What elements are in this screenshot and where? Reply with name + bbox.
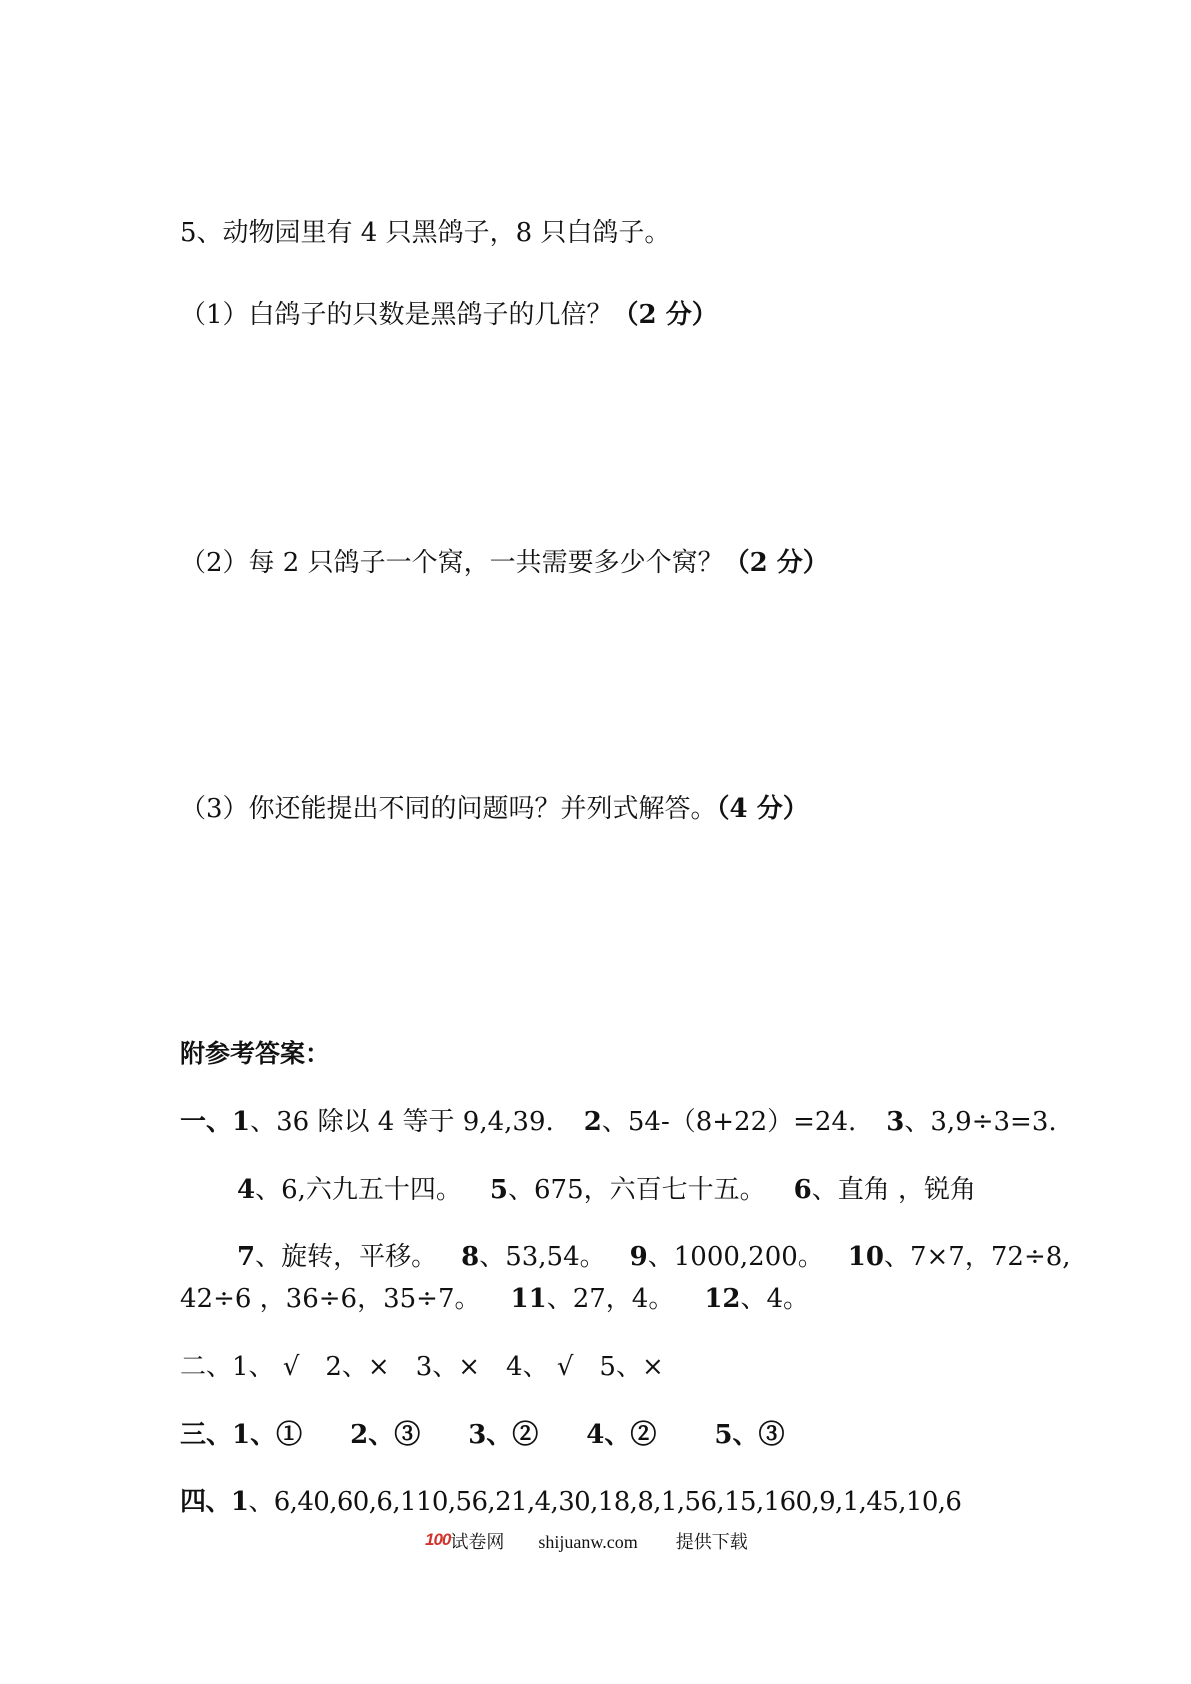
answer-text: 、直角 ，锐角 (811, 1175, 976, 1205)
answer-item: 2、③ (350, 1420, 421, 1450)
answer-text: 、6,六九五十四。 (255, 1175, 462, 1205)
answer-number: 10 (847, 1242, 884, 1272)
answer-text: 、36 除以 4 等于 9,4,39. (250, 1107, 554, 1137)
page-footer (425, 1530, 748, 1555)
part-1-label: 一、 (180, 1107, 233, 1137)
answer-number: 4 (237, 1175, 256, 1205)
answer-text: 、6,40,60,6,110,56,21,4,30,18,8,1,56,15,160,9,1,45,10,6 (248, 1487, 962, 1517)
answer-number: 7 (237, 1242, 256, 1272)
part-4-label: 四、 (180, 1487, 231, 1517)
question-5-sub-3 (180, 792, 809, 826)
answer-number: 6 (793, 1175, 812, 1205)
question-5-sub-1 (180, 298, 718, 332)
answer-text: 、3,9÷3=3. (904, 1107, 1057, 1137)
part-3-label: 三、 (180, 1420, 233, 1450)
answer-text: 、54-（8+22）=24. (601, 1107, 857, 1137)
answer-item: 5、③ (714, 1420, 785, 1450)
answer-text: 42÷6 ，36÷6，35÷7。 (180, 1284, 481, 1314)
answers-part-4 (180, 1485, 961, 1519)
sub-2-score: （2 分） (723, 548, 829, 578)
answer-item: 5、× (599, 1352, 664, 1382)
answer-item: 4、② (586, 1420, 657, 1450)
answers-part-2 (180, 1350, 664, 1384)
sub-1-score: （2 分） (612, 300, 718, 330)
answers-heading: 附参考答案： (180, 1039, 331, 1068)
part-2-label: 二、 (180, 1352, 233, 1382)
site-name: 试卷网 (450, 1532, 505, 1552)
answer-item: 2、× (325, 1352, 390, 1382)
sub-2-text: （2）每 2 只鸽子一个窝，一共需要多少个窝？ (180, 548, 724, 578)
answer-text: 、675，六百七十五。 (508, 1175, 766, 1205)
answer-item: 3、② (468, 1420, 539, 1450)
question-5-stem: 5、动物园里有 4 只黑鸽子，8 只白鸽子。 (180, 218, 671, 248)
answer-number: 1 (232, 1107, 251, 1137)
answer-number: 11 (510, 1284, 547, 1314)
answer-item: 1、 √ (232, 1352, 300, 1382)
answers-part-1-row-4 (180, 1282, 809, 1316)
answer-item: 1、① (232, 1420, 303, 1450)
sub-3-text: （3）你还能提出不同的问题吗？并列式解答。 (180, 794, 717, 824)
answer-number: 8 (461, 1242, 480, 1272)
question-5-sub-2 (180, 546, 829, 580)
answer-item: 3、× (415, 1352, 481, 1382)
answer-item: 4、 √ (506, 1352, 574, 1382)
answer-text: 、1000,200。 (647, 1242, 824, 1272)
answer-text: 、4。 (740, 1284, 810, 1314)
answer-number: 5 (489, 1175, 508, 1205)
answer-number: 12 (704, 1284, 741, 1314)
answer-text: 、旋转，平移。 (255, 1242, 438, 1272)
answers-part-1-row-3 (237, 1240, 1071, 1274)
answer-number: 1 (230, 1487, 249, 1517)
site-logo: 100 (425, 1530, 451, 1549)
site-domain[interactable]: shijuanw.com (538, 1532, 638, 1552)
answers-part-3 (180, 1418, 784, 1452)
answer-number: 2 (583, 1107, 602, 1137)
answer-number: 3 (886, 1107, 905, 1137)
answers-part-1-row-1 (180, 1105, 1057, 1139)
answer-text: 、7×7，72÷8, (883, 1242, 1071, 1272)
answers-part-1-row-2 (237, 1173, 976, 1207)
answer-text: 、53,54。 (479, 1242, 606, 1272)
sub-1-text: （1）白鸽子的只数是黑鸽子的几倍？ (180, 300, 613, 330)
answer-number: 9 (629, 1242, 648, 1272)
footer-tagline: 提供下载 (675, 1532, 748, 1552)
sub-3-score: （4 分） (716, 794, 809, 824)
answer-text: 、27，4。 (546, 1284, 675, 1314)
